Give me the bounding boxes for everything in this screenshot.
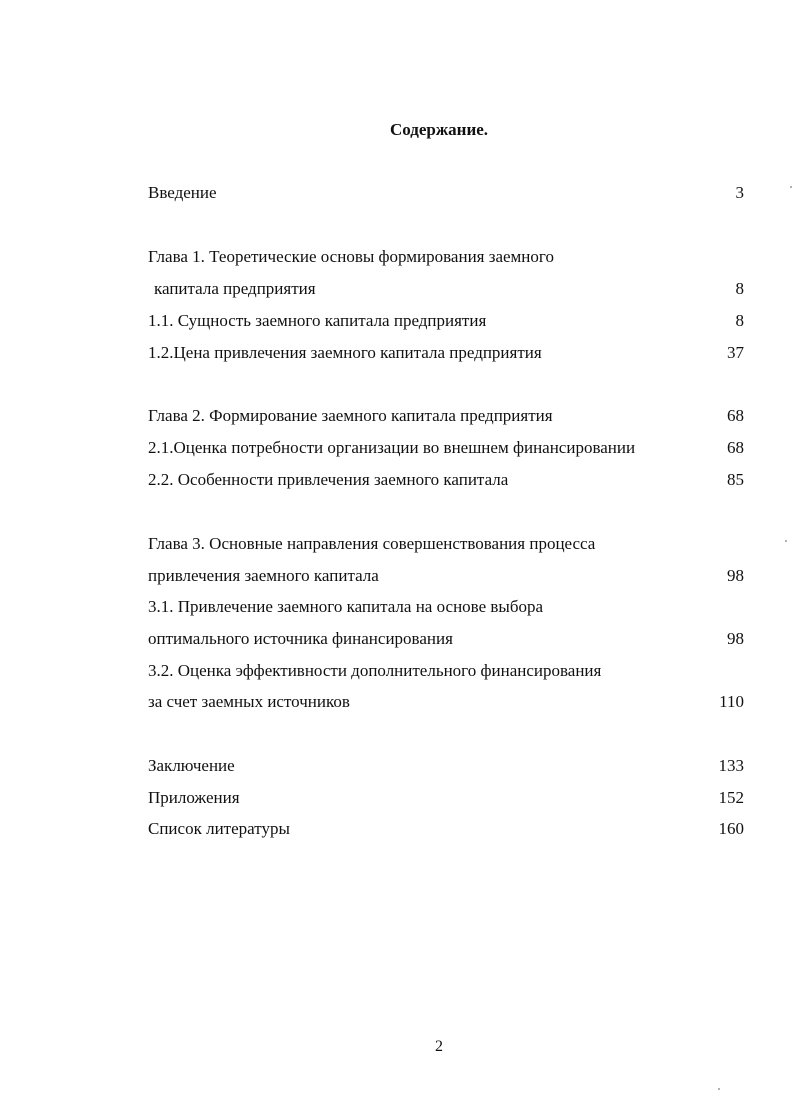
toc-entry-page: 133: [718, 756, 744, 775]
toc-entry-page: 8: [735, 311, 744, 330]
toc-entry-page: 152: [718, 788, 744, 807]
toc-entry-page: 98: [727, 566, 744, 585]
toc-entry-text: капитала предприятия: [154, 279, 316, 298]
toc-entry-page: 68: [727, 406, 744, 425]
scan-speck: [790, 186, 792, 188]
toc-entry-text: Введение: [148, 183, 217, 202]
toc-entry-text: за счет заемных источников: [148, 692, 350, 711]
toc-entry-text: Приложения: [148, 788, 240, 807]
toc-entry-text: Глава 1. Теоретические основы формирования заемного: [148, 247, 554, 266]
toc-entry-text: 3.1. Привлечение заемного капитала на основе выбора: [148, 597, 544, 616]
toc-entry-text: Глава 2. Формирование заемного капитала предприятия: [148, 406, 553, 425]
toc-entry-text: Список литературы: [148, 819, 290, 838]
toc-entry-page: 37: [727, 343, 744, 362]
toc-entry-page: 68: [727, 438, 744, 457]
toc-entry-text: оптимального источника финансирования: [148, 629, 453, 648]
toc-entry-text: 2.2. Особенности привлечения заемного капитала: [148, 470, 509, 489]
page-title: Содержание.: [389, 120, 489, 139]
toc-entry-page: 8: [735, 279, 744, 298]
toc-entry-text: 1.2.Цена привлечения заемного капитала предприятия: [148, 343, 542, 362]
toc-entry-page: 160: [718, 819, 744, 838]
toc-entry-text: Глава 3. Основные направления совершенствования процесса: [148, 534, 596, 553]
toc-entry-text: 1.1. Сущность заемного капитала предприятия: [148, 311, 487, 330]
toc-entry-page: 110: [719, 692, 744, 711]
toc-entry-text: 3.2. Оценка эффективности дополнительного финансирования: [148, 661, 602, 680]
toc-entry-text: привлечения заемного капитала: [148, 566, 379, 585]
toc-entry-text: Заключение: [148, 756, 235, 775]
scan-speck: [718, 1088, 720, 1090]
page-number: 2: [435, 1038, 443, 1055]
toc-entry-page: 3: [735, 183, 744, 202]
toc-entry-page: 85: [727, 470, 744, 489]
scan-speck: [785, 540, 787, 542]
toc-entry-text: 2.1.Оценка потребности организации во внешнем финансировании: [148, 438, 636, 457]
toc-entry-page: 98: [727, 629, 744, 648]
